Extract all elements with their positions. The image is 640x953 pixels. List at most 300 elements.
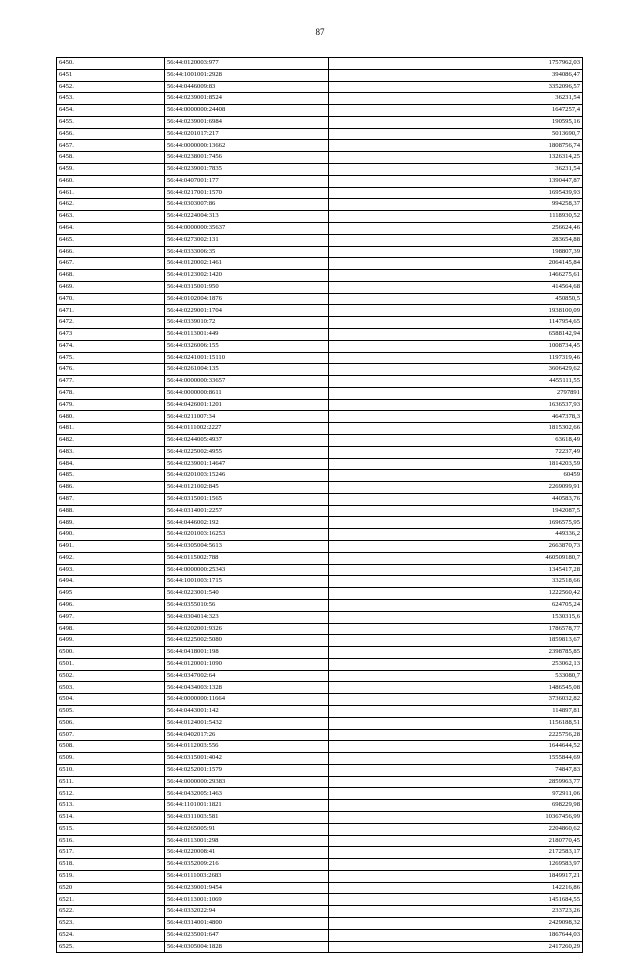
page-number: 87 [315,27,325,37]
cadastral-value-cell: 450850,5 [329,293,583,305]
table-row [57,529,583,541]
cadastral-number-cell: 56:44:0000000:8611 [165,387,329,399]
row-number-cell: 6504. [57,694,165,706]
cadastral-value-cell: 1647257,4 [329,105,583,117]
table-row [57,446,583,458]
cadastral-number-cell: 56:44:0115002:788 [165,552,329,564]
row-number-cell: 6450. [57,58,165,70]
cadastral-value-cell: 114897,81 [329,705,583,717]
row-number-cell: 6525. [57,941,165,953]
row-number-cell: 6453. [57,93,165,105]
table-row [57,647,583,659]
table-row [57,423,583,435]
row-number-cell: 6455. [57,116,165,128]
cadastral-value-cell: 253062,13 [329,658,583,670]
row-number-cell: 6495 [57,588,165,600]
table-row [57,246,583,258]
cadastral-value-cell: 1269583,97 [329,859,583,871]
table-row [57,399,583,411]
table-row [57,788,583,800]
cadastral-value-cell: 63618,49 [329,435,583,447]
cadastral-number-cell: 56:44:0223001:540 [165,588,329,600]
row-number-cell: 6474. [57,340,165,352]
cadastral-value-cell: 1345417,28 [329,564,583,576]
cadastral-number-cell: 56:44:0244005:4937 [165,435,329,447]
table-row [57,482,583,494]
cadastral-number-cell: 56:44:0102004:1876 [165,293,329,305]
table-row [57,93,583,105]
table-row [57,58,583,70]
table-row [57,859,583,871]
cadastral-number-cell: 56:44:0315001:1565 [165,493,329,505]
cadastral-value-cell: 1156188,51 [329,717,583,729]
row-number-cell: 6465. [57,234,165,246]
row-number-cell: 6457. [57,140,165,152]
table-row [57,741,583,753]
table-row [57,116,583,128]
cadastral-number-cell: 56:44:0000000:29383 [165,776,329,788]
cadastral-number-cell: 56:44:0241001:15110 [165,352,329,364]
row-number-cell: 6485. [57,470,165,482]
table-row [57,588,583,600]
row-number-cell: 6462. [57,199,165,211]
table-row [57,823,583,835]
table-row [57,505,583,517]
row-number-cell: 6514. [57,812,165,824]
cadastral-value-cell: 460509180,7 [329,552,583,564]
row-number-cell: 6519. [57,870,165,882]
cadastral-value-cell: 1530315,6 [329,611,583,623]
row-number-cell: 6473 [57,328,165,340]
cadastral-number-cell: 56:44:0238001:7456 [165,152,329,164]
cadastral-value-cell: 233723,26 [329,906,583,918]
cadastral-value-cell: 10367456,99 [329,812,583,824]
row-number-cell: 6517. [57,847,165,859]
row-number-cell: 6496. [57,599,165,611]
cadastral-value-cell: 72237,49 [329,446,583,458]
cadastral-value-cell: 190595,16 [329,116,583,128]
cadastral-number-cell: 56:44:0113001:1069 [165,894,329,906]
cadastral-number-cell: 56:44:1101001:1821 [165,800,329,812]
cadastral-number-cell: 56:44:1001003:1715 [165,576,329,588]
table-row [57,105,583,117]
cadastral-number-cell: 56:44:0120002:1461 [165,258,329,270]
table-row [57,800,583,812]
row-number-cell: 6466. [57,246,165,258]
row-number-cell: 6523. [57,918,165,930]
cadastral-value-cell: 1849917,21 [329,870,583,882]
row-number-cell: 6486. [57,482,165,494]
table-row [57,847,583,859]
cadastral-value-cell: 2417260,29 [329,941,583,953]
cadastral-number-cell: 56:44:0315001:950 [165,281,329,293]
row-number-cell: 6460. [57,175,165,187]
cadastral-number-cell: 56:44:0111003:2683 [165,870,329,882]
table-row [57,305,583,317]
table-row [57,541,583,553]
row-number-cell: 6503. [57,682,165,694]
table-row [57,69,583,81]
cadastral-number-cell: 56:44:0120001:1090 [165,658,329,670]
cadastral-value-cell: 624705,24 [329,599,583,611]
cadastral-value-cell: 1466275,61 [329,270,583,282]
cadastral-value-cell: 1008734,45 [329,340,583,352]
cadastral-value-cell: 2172583,17 [329,847,583,859]
cadastral-number-cell: 56:44:0314001:2257 [165,505,329,517]
row-number-cell: 6456. [57,128,165,140]
cadastral-value-cell: 60459 [329,470,583,482]
cadastral-value-cell: 1147954,65 [329,317,583,329]
cadastral-number-cell: 56:44:0000000:25343 [165,564,329,576]
cadastral-value-cell: 4647378,3 [329,411,583,423]
cadastral-number-cell: 56:44:0217001:1570 [165,187,329,199]
cadastral-number-cell: 56:44:0333006:35 [165,246,329,258]
cadastral-number-cell: 56:44:0303007:86 [165,199,329,211]
cadastral-value-cell: 414564,68 [329,281,583,293]
cadastral-number-cell: 56:44:0446009:83 [165,81,329,93]
row-number-cell: 6524. [57,929,165,941]
row-number-cell: 6509. [57,753,165,765]
cadastral-value-cell: 1555844,69 [329,753,583,765]
cadastral-value-cell: 1786578,77 [329,623,583,635]
cadastral-value-cell: 36231,54 [329,93,583,105]
table-row [57,293,583,305]
row-number-cell: 6478. [57,387,165,399]
cadastral-number-cell: 56:44:0000000:33657 [165,376,329,388]
cadastral-number-cell: 56:44:0315001:4042 [165,753,329,765]
table-row [57,906,583,918]
cadastral-value-cell: 1197319,46 [329,352,583,364]
table-body [57,58,583,953]
row-number-cell: 6520 [57,882,165,894]
cadastral-value-cell: 1644644,52 [329,741,583,753]
cadastral-number-cell: 56:44:0261004:135 [165,364,329,376]
cadastral-number-cell: 56:44:0347002:64 [165,670,329,682]
cadastral-number-cell: 56:44:0202001:9326 [165,623,329,635]
table-row [57,658,583,670]
row-number-cell: 6469. [57,281,165,293]
cadastral-value-cell: 2797891 [329,387,583,399]
row-number-cell: 6477. [57,376,165,388]
row-number-cell: 6516. [57,835,165,847]
row-number-cell: 6479. [57,399,165,411]
cadastral-value-cell: 1222560,42 [329,588,583,600]
row-number-cell: 6452. [57,81,165,93]
cadastral-value-table [56,57,583,953]
table-row [57,364,583,376]
cadastral-number-cell: 56:44:0201003:16253 [165,529,329,541]
cadastral-number-cell: 56:44:0352009:216 [165,859,329,871]
table-row [57,411,583,423]
cadastral-number-cell: 56:44:0211007:34 [165,411,329,423]
cadastral-number-cell: 56:44:0201003:15246 [165,470,329,482]
table-row [57,352,583,364]
row-number-cell: 6512. [57,788,165,800]
row-number-cell: 6483. [57,446,165,458]
row-number-cell: 6476. [57,364,165,376]
table-row [57,564,583,576]
table-row [57,376,583,388]
cadastral-value-cell: 1390447,87 [329,175,583,187]
cadastral-number-cell: 56:44:1001001:2928 [165,69,329,81]
row-number-cell: 6467. [57,258,165,270]
row-number-cell: 6493. [57,564,165,576]
cadastral-number-cell: 56:44:0273002:131 [165,234,329,246]
row-number-cell: 6501. [57,658,165,670]
cadastral-value-cell: 256624,46 [329,222,583,234]
table-row [57,340,583,352]
cadastral-value-cell: 74847,83 [329,764,583,776]
cadastral-value-cell: 2180770,45 [329,835,583,847]
table-row [57,670,583,682]
table-row [57,812,583,824]
cadastral-value-cell: 198807,39 [329,246,583,258]
cadastral-number-cell: 56:44:0124001:5432 [165,717,329,729]
table-row [57,764,583,776]
cadastral-value-cell: 283654,88 [329,234,583,246]
cadastral-value-cell: 1326314,25 [329,152,583,164]
cadastral-value-cell: 1696575,95 [329,517,583,529]
cadastral-number-cell: 56:44:0225002:4955 [165,446,329,458]
row-number-cell: 6490. [57,529,165,541]
cadastral-number-cell: 56:44:0432005:1463 [165,788,329,800]
cadastral-value-cell: 1757962,03 [329,58,583,70]
table-row [57,387,583,399]
row-number-cell: 6461. [57,187,165,199]
cadastral-number-cell: 56:44:0426001:1201 [165,399,329,411]
row-number-cell: 6464. [57,222,165,234]
cadastral-value-cell: 3736032,82 [329,694,583,706]
cadastral-number-cell: 56:44:0239001:14647 [165,458,329,470]
row-number-cell: 6521. [57,894,165,906]
cadastral-value-cell: 1695439,93 [329,187,583,199]
table-row [57,835,583,847]
row-number-cell: 6481. [57,423,165,435]
table-row [57,435,583,447]
cadastral-value-cell: 2064145,84 [329,258,583,270]
cadastral-value-cell: 1486545,08 [329,682,583,694]
cadastral-number-cell: 56:44:0000000:13662 [165,140,329,152]
table-row [57,211,583,223]
row-number-cell: 6487. [57,493,165,505]
row-number-cell: 6502. [57,670,165,682]
row-number-cell: 6515. [57,823,165,835]
cadastral-number-cell: 56:44:0113001:298 [165,835,329,847]
cadastral-value-cell: 2429098,32 [329,918,583,930]
cadastral-value-cell: 1636537,93 [329,399,583,411]
table-row [57,941,583,953]
table-row [57,599,583,611]
row-number-cell: 6480. [57,411,165,423]
cadastral-number-cell: 56:44:0355010:56 [165,599,329,611]
table-row [57,894,583,906]
table-row [57,729,583,741]
row-number-cell: 6494. [57,576,165,588]
table-row [57,175,583,187]
table-row [57,270,583,282]
row-number-cell: 6488. [57,505,165,517]
table-row [57,694,583,706]
row-number-cell: 6497. [57,611,165,623]
cadastral-number-cell: 56:44:0339010:72 [165,317,329,329]
cadastral-value-cell: 3606429,62 [329,364,583,376]
row-number-cell: 6463. [57,211,165,223]
table-row [57,705,583,717]
table-row [57,611,583,623]
cadastral-value-cell: 972911,06 [329,788,583,800]
cadastral-number-cell: 56:44:0112003:556 [165,741,329,753]
cadastral-number-cell: 56:44:0000000:11664 [165,694,329,706]
row-number-cell: 6505. [57,705,165,717]
table-row [57,81,583,93]
cadastral-value-cell: 142216,86 [329,882,583,894]
cadastral-number-cell: 56:44:0326006:155 [165,340,329,352]
table-row [57,493,583,505]
row-number-cell: 6484. [57,458,165,470]
cadastral-value-cell: 394086,47 [329,69,583,81]
table-row [57,882,583,894]
cadastral-value-cell: 1942087,5 [329,505,583,517]
cadastral-value-cell: 1814203,59 [329,458,583,470]
cadastral-value-cell: 3352096,57 [329,81,583,93]
table-row [57,187,583,199]
cadastral-value-cell: 4455111,55 [329,376,583,388]
cadastral-number-cell: 56:44:0314001:4800 [165,918,329,930]
table-row [57,776,583,788]
table-row [57,258,583,270]
cadastral-number-cell: 56:44:0239001:7835 [165,164,329,176]
row-number-cell: 6491. [57,541,165,553]
table-row [57,682,583,694]
cadastral-value-cell: 2269099,91 [329,482,583,494]
cadastral-number-cell: 56:44:0235001:647 [165,929,329,941]
cadastral-number-cell: 56:44:0224004:313 [165,211,329,223]
cadastral-value-cell: 1451684,55 [329,894,583,906]
cadastral-value-cell: 994258,37 [329,199,583,211]
table-row [57,222,583,234]
cadastral-value-cell: 1815302,66 [329,423,583,435]
cadastral-value-cell: 2204860,62 [329,823,583,835]
table-row [57,199,583,211]
row-number-cell: 6472. [57,317,165,329]
table-row [57,234,583,246]
cadastral-number-cell: 56:44:0252001:1579 [165,764,329,776]
row-number-cell: 6458. [57,152,165,164]
cadastral-number-cell: 56:44:0229001:1704 [165,305,329,317]
cadastral-number-cell: 56:44:0443001:142 [165,705,329,717]
cadastral-value-cell: 1859813,67 [329,635,583,647]
cadastral-value-cell: 440583,76 [329,493,583,505]
cadastral-number-cell: 56:44:0239001:9454 [165,882,329,894]
table-row [57,753,583,765]
cadastral-value-cell: 1808756,74 [329,140,583,152]
table-row [57,317,583,329]
row-number-cell: 6468. [57,270,165,282]
cadastral-number-cell: 56:44:0407001:177 [165,175,329,187]
cadastral-number-cell: 56:44:0446002:192 [165,517,329,529]
cadastral-value-cell: 2859963,77 [329,776,583,788]
cadastral-value-cell: 2663870,73 [329,541,583,553]
row-number-cell: 6506. [57,717,165,729]
cadastral-number-cell: 56:44:0418001:198 [165,647,329,659]
table-row [57,929,583,941]
cadastral-value-cell: 698229,98 [329,800,583,812]
table-row [57,623,583,635]
cadastral-value-cell: 449336,2 [329,529,583,541]
table-row [57,152,583,164]
cadastral-number-cell: 56:44:0123002:1420 [165,270,329,282]
table-row [57,576,583,588]
cadastral-value-cell: 1118930,52 [329,211,583,223]
row-number-cell: 6498. [57,623,165,635]
table-row [57,635,583,647]
cadastral-number-cell: 56:44:0304014:323 [165,611,329,623]
table-row [57,328,583,340]
cadastral-number-cell: 56:44:0220008:41 [165,847,329,859]
row-number-cell: 6500. [57,647,165,659]
row-number-cell: 6499. [57,635,165,647]
cadastral-number-cell: 56:44:0311003:581 [165,812,329,824]
cadastral-value-cell: 36231,54 [329,164,583,176]
row-number-cell: 6482. [57,435,165,447]
cadastral-number-cell: 56:44:0265005:91 [165,823,329,835]
cadastral-number-cell: 56:44:0000000:35637 [165,222,329,234]
cadastral-value-cell: 2398785,85 [329,647,583,659]
table-row [57,517,583,529]
row-number-cell: 6518. [57,859,165,871]
cadastral-value-cell: 332518,66 [329,576,583,588]
table-row [57,458,583,470]
cadastral-value-cell: 5013690,7 [329,128,583,140]
cadastral-value-cell: 1938100,09 [329,305,583,317]
row-number-cell: 6489. [57,517,165,529]
table-row [57,128,583,140]
cadastral-number-cell: 56:44:0402017:26 [165,729,329,741]
table-row [57,870,583,882]
row-number-cell: 6451 [57,69,165,81]
cadastral-number-cell: 56:44:0239001:6984 [165,116,329,128]
cadastral-number-cell: 56:44:0225002:5080 [165,635,329,647]
table-row [57,281,583,293]
row-number-cell: 6454. [57,105,165,117]
cadastral-value-cell: 6588142,94 [329,328,583,340]
table-row [57,140,583,152]
row-number-cell: 6508. [57,741,165,753]
row-number-cell: 6470. [57,293,165,305]
row-number-cell: 6471. [57,305,165,317]
table-row [57,470,583,482]
row-number-cell: 6513. [57,800,165,812]
table-row [57,918,583,930]
cadastral-value-cell: 2225756,28 [329,729,583,741]
row-number-cell: 6510. [57,764,165,776]
cadastral-number-cell: 56:44:0111002:2227 [165,423,329,435]
row-number-cell: 6507. [57,729,165,741]
row-number-cell: 6475. [57,352,165,364]
row-number-cell: 6522. [57,906,165,918]
cadastral-number-cell: 56:44:0000000:24408 [165,105,329,117]
cadastral-number-cell: 56:44:0120003:977 [165,58,329,70]
cadastral-number-cell: 56:44:0121002:845 [165,482,329,494]
cadastral-number-cell: 56:44:0332022:94 [165,906,329,918]
row-number-cell: 6511. [57,776,165,788]
cadastral-number-cell: 56:44:0305004:1828 [165,941,329,953]
table-row [57,552,583,564]
cadastral-value-cell: 1867644,03 [329,929,583,941]
cadastral-number-cell: 56:44:0434003:1328 [165,682,329,694]
row-number-cell: 6459. [57,164,165,176]
row-number-cell: 6492. [57,552,165,564]
